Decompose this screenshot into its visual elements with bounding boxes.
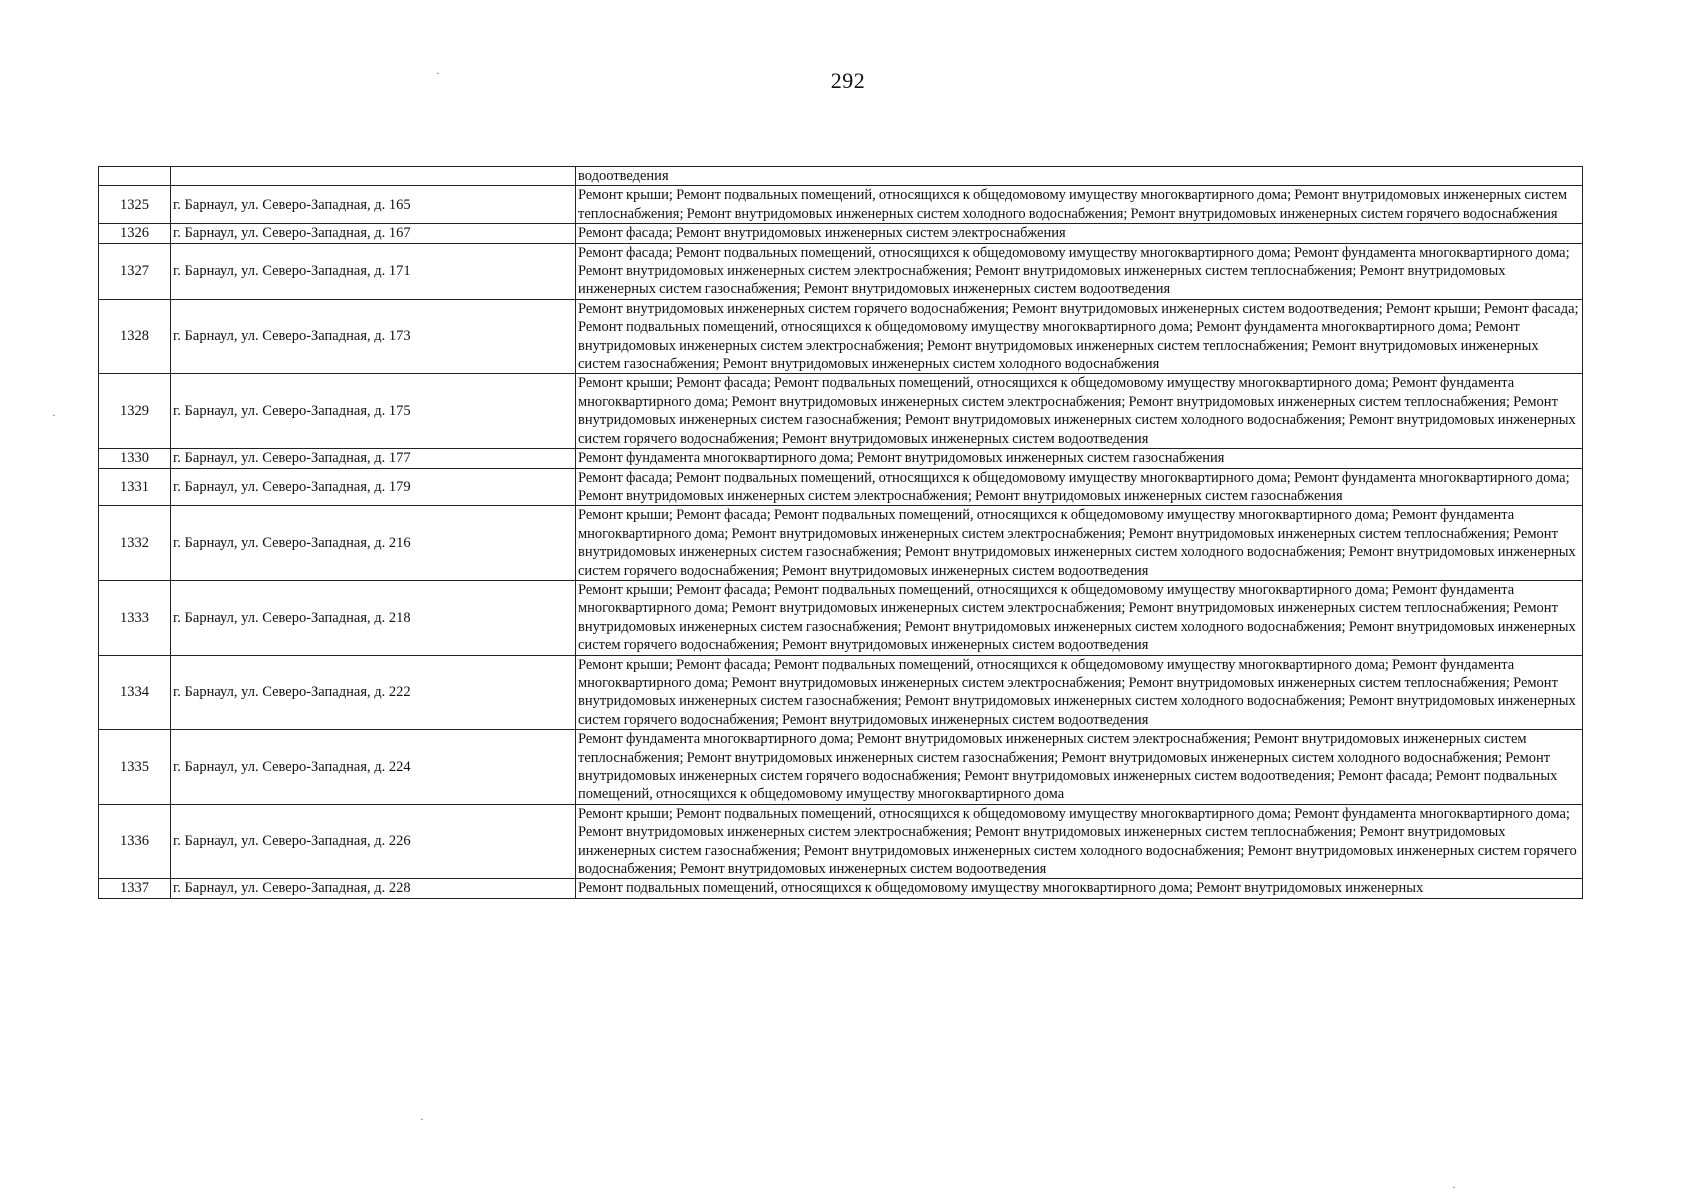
row-number-cell: 1331 — [99, 468, 171, 506]
row-number-cell: 1333 — [99, 580, 171, 655]
repair-works-cell: Ремонт подвальных помещений, относящихся к общедомовому имуществу многоквартирного дома; Ремонт внутридомовых инженерных — [576, 879, 1583, 898]
repair-register-table — [98, 166, 1583, 899]
address-cell: г. Барнаул, ул. Северо-Западная, д. 218 — [171, 580, 576, 655]
address-cell: г. Барнаул, ул. Северо-Западная, д. 171 — [171, 243, 576, 299]
row-number-cell: 1332 — [99, 506, 171, 581]
repair-works-cell: Ремонт крыши; Ремонт фасада; Ремонт подвальных помещений, относящихся к общедомовому имуществу многоквартирного дома; Ремонт фундамента многоквартирного дома; Ремонт внутридомовых инженерных систем электроснабжения; Ремонт внутридомовых инженерных систем теплоснабжения; Ремонт внутридомовых инженерных систем газоснабжения; Ремонт внутридомовых инженерных систем холодного водоснабжения; Ремонт внутридомовых инженерных систем горячего водоснабжения; Ремонт внутридомовых инженерных систем водоотведения — [576, 506, 1583, 581]
scan-speck: · — [436, 66, 440, 80]
address-cell: г. Барнаул, ул. Северо-Западная, д. 177 — [171, 449, 576, 468]
row-number-cell: 1330 — [99, 449, 171, 468]
address-cell: г. Барнаул, ул. Северо-Западная, д. 165 — [171, 186, 576, 224]
address-cell — [171, 167, 576, 186]
table-body — [99, 167, 1583, 899]
repair-works-cell: Ремонт крыши; Ремонт фасада; Ремонт подвальных помещений, относящихся к общедомовому имуществу многоквартирного дома; Ремонт фундамента многоквартирного дома; Ремонт внутридомовых инженерных систем электроснабжения; Ремонт внутридомовых инженерных систем теплоснабжения; Ремонт внутридомовых инженерных систем газоснабжения; Ремонт внутридомовых инженерных систем холодного водоснабжения; Ремонт внутридомовых инженерных систем горячего водоснабжения; Ремонт внутридомовых инженерных систем водоотведения — [576, 580, 1583, 655]
row-number-cell: 1335 — [99, 730, 171, 805]
scan-speck: · — [1452, 1180, 1456, 1194]
repair-works-cell: Ремонт внутридомовых инженерных систем горячего водоснабжения; Ремонт внутридомовых инженерных систем водоотведения; Ремонт крыши; Ремонт фасада; Ремонт подвальных помещений, относящихся к общедомовому имуществу многоквартирного дома; Ремонт фундамента многоквартирного дома; Ремонт внутридомовых инженерных систем электроснабжения; Ремонт внутридомовых инженерных систем теплоснабжения; Ремонт внутридомовых инженерных систем газоснабжения; Ремонт внутридомовых инженерных систем холодного водоснабжения — [576, 299, 1583, 374]
repair-works-cell: Ремонт фундамента многоквартирного дома; Ремонт внутридомовых инженерных систем электроснабжения; Ремонт внутридомовых инженерных систем теплоснабжения; Ремонт внутридомовых инженерных систем газоснабжения; Ремонт внутридомовых инженерных систем холодного водоснабжения; Ремонт внутридомовых инженерных систем горячего водоснабжения; Ремонт внутридомовых инженерных систем водоотведения; Ремонт фасада; Ремонт подвальных помещений, относящихся к общедомовому имуществу многоквартирного дома — [576, 730, 1583, 805]
scan-speck: · — [52, 408, 56, 422]
repair-works-cell: Ремонт фундамента многоквартирного дома; Ремонт внутридомовых инженерных систем газоснабжения — [576, 449, 1583, 468]
page-number: 292 — [830, 68, 866, 93]
scan-speck: · — [420, 1112, 424, 1126]
row-number-cell: 1336 — [99, 804, 171, 879]
row-number-cell: 1327 — [99, 243, 171, 299]
repair-works-cell: Ремонт крыши; Ремонт подвальных помещений, относящихся к общедомовому имуществу многоквартирного дома; Ремонт фундамента многоквартирного дома; Ремонт внутридомовых инженерных систем электроснабжения; Ремонт внутридомовых инженерных систем теплоснабжения; Ремонт внутридомовых инженерных систем газоснабжения; Ремонт внутридомовых инженерных систем холодного водоснабжения; Ремонт внутридомовых инженерных систем горячего водоснабжения; Ремонт внутридомовых инженерных систем водоотведения — [576, 804, 1583, 879]
table-row — [99, 449, 1583, 468]
row-number-cell: 1329 — [99, 374, 171, 449]
table-row — [99, 506, 1583, 581]
table-row — [99, 580, 1583, 655]
table-row — [99, 224, 1583, 243]
row-number-cell: 1328 — [99, 299, 171, 374]
address-cell: г. Барнаул, ул. Северо-Западная, д. 179 — [171, 468, 576, 506]
table-row — [99, 655, 1583, 730]
table-row — [99, 299, 1583, 374]
table-row — [99, 167, 1583, 186]
address-cell: г. Барнаул, ул. Северо-Западная, д. 226 — [171, 804, 576, 879]
table-row — [99, 374, 1583, 449]
address-cell: г. Барнаул, ул. Северо-Западная, д. 167 — [171, 224, 576, 243]
row-number-cell: 1325 — [99, 186, 171, 224]
table-row — [99, 243, 1583, 299]
address-cell: г. Барнаул, ул. Северо-Западная, д. 216 — [171, 506, 576, 581]
repair-works-cell: водоотведения — [576, 167, 1583, 186]
address-cell: г. Барнаул, ул. Северо-Западная, д. 224 — [171, 730, 576, 805]
table-row — [99, 468, 1583, 506]
repair-works-cell: Ремонт фасада; Ремонт внутридомовых инженерных систем электроснабжения — [576, 224, 1583, 243]
repair-works-cell: Ремонт крыши; Ремонт подвальных помещений, относящихся к общедомовому имуществу многоквартирного дома; Ремонт внутридомовых инженерных систем теплоснабжения; Ремонт внутридомовых инженерных систем холодного водоснабжения; Ремонт внутридомовых инженерных систем горячего водоснабжения — [576, 186, 1583, 224]
row-number-cell: 1337 — [99, 879, 171, 898]
table-row — [99, 186, 1583, 224]
repair-works-cell: Ремонт фасада; Ремонт подвальных помещений, относящихся к общедомовому имуществу многоквартирного дома; Ремонт фундамента многоквартирного дома; Ремонт внутридомовых инженерных систем электроснабжения; Ремонт внутридомовых инженерных систем теплоснабжения; Ремонт внутридомовых инженерных систем газоснабжения; Ремонт внутридомовых инженерных систем водоотведения — [576, 243, 1583, 299]
row-number-cell: 1326 — [99, 224, 171, 243]
address-cell: г. Барнаул, ул. Северо-Западная, д. 175 — [171, 374, 576, 449]
table-row — [99, 804, 1583, 879]
table-row — [99, 879, 1583, 898]
address-cell: г. Барнаул, ул. Северо-Западная, д. 173 — [171, 299, 576, 374]
table-row — [99, 730, 1583, 805]
address-cell: г. Барнаул, ул. Северо-Западная, д. 228 — [171, 879, 576, 898]
address-cell: г. Барнаул, ул. Северо-Западная, д. 222 — [171, 655, 576, 730]
repair-works-cell: Ремонт фасада; Ремонт подвальных помещений, относящихся к общедомовому имуществу многоквартирного дома; Ремонт фундамента многоквартирного дома; Ремонт внутридомовых инженерных систем электроснабжения; Ремонт внутридомовых инженерных систем газоснабжения — [576, 468, 1583, 506]
repair-works-cell: Ремонт крыши; Ремонт фасада; Ремонт подвальных помещений, относящихся к общедомовому имуществу многоквартирного дома; Ремонт фундамента многоквартирного дома; Ремонт внутридомовых инженерных систем электроснабжения; Ремонт внутридомовых инженерных систем теплоснабжения; Ремонт внутридомовых инженерных систем газоснабжения; Ремонт внутридомовых инженерных систем холодного водоснабжения; Ремонт внутридомовых инженерных систем горячего водоснабжения; Ремонт внутридомовых инженерных систем водоотведения — [576, 655, 1583, 730]
repair-works-cell: Ремонт крыши; Ремонт фасада; Ремонт подвальных помещений, относящихся к общедомовому имуществу многоквартирного дома; Ремонт фундамента многоквартирного дома; Ремонт внутридомовых инженерных систем электроснабжения; Ремонт внутридомовых инженерных систем теплоснабжения; Ремонт внутридомовых инженерных систем газоснабжения; Ремонт внутридомовых инженерных систем холодного водоснабжения; Ремонт внутридомовых инженерных систем горячего водоснабжения; Ремонт внутридомовых инженерных систем водоотведения — [576, 374, 1583, 449]
row-number-cell: 1334 — [99, 655, 171, 730]
row-number-cell — [99, 167, 171, 186]
